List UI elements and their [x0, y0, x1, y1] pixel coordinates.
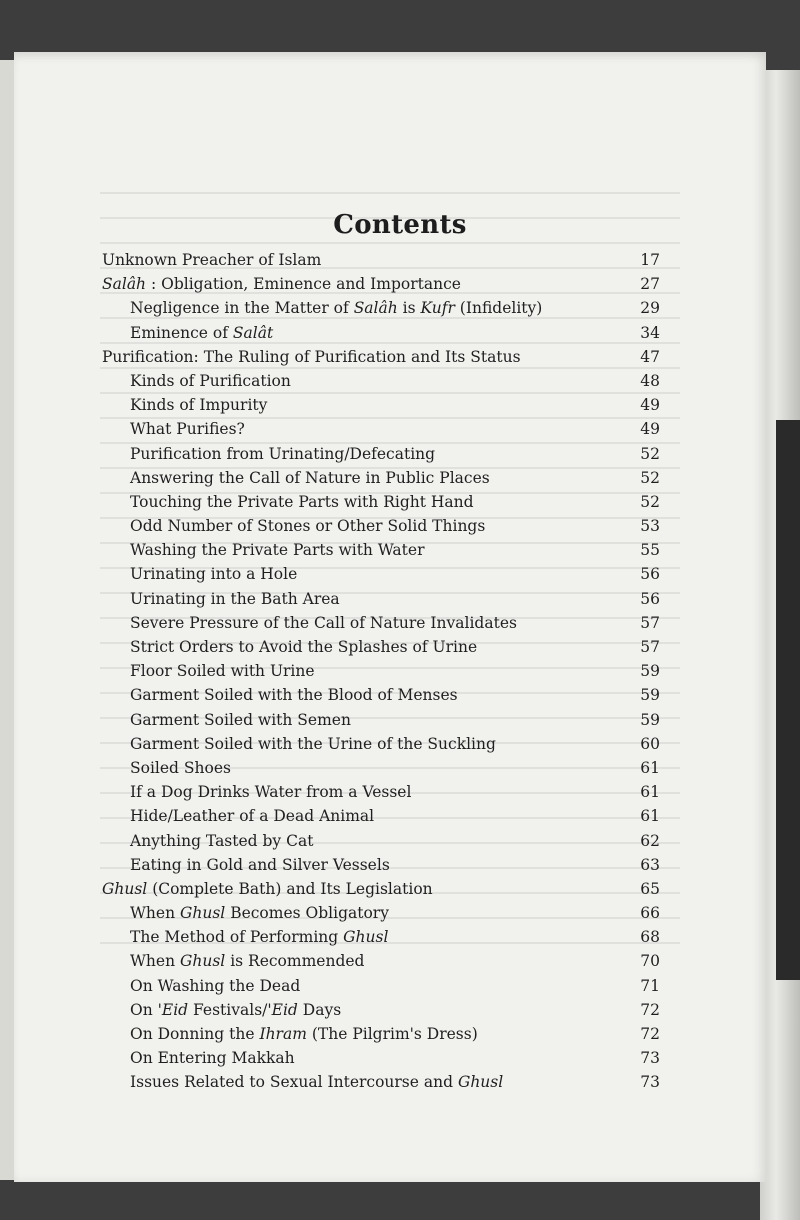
toc-page-number: 48 [640, 371, 660, 390]
toc-entry-title: Garment Soiled with the Blood of Menses [130, 686, 458, 705]
toc-entry-title: On Entering Makkah [130, 1049, 295, 1068]
toc-entry-title: On 'Eid Festivals/'Eid Days [130, 1000, 342, 1019]
toc-page-number: 61 [640, 807, 660, 826]
toc-entry [102, 1046, 660, 1070]
toc-entry [102, 393, 660, 417]
toc-entry [102, 829, 660, 853]
toc-page-number: 52 [640, 444, 660, 463]
toc-page-number: 17 [640, 251, 660, 269]
toc-entry [102, 974, 660, 998]
toc-page-number: 27 [640, 275, 660, 294]
toc-entry-title: When Ghusl is Recommended [130, 952, 365, 971]
toc-entry-title: Garment Soiled with the Urine of the Suckling [130, 734, 496, 753]
toc-entry [102, 611, 660, 635]
toc-entry-title: Odd Number of Stones or Other Solid Things [130, 517, 486, 536]
toc-page-number: 59 [640, 710, 660, 729]
toc-entry-title: On Washing the Dead [130, 976, 301, 995]
toc-page-number: 71 [640, 976, 660, 995]
toc-entry-title: Touching the Private Parts with Right Hand [130, 492, 474, 511]
toc-page-number: 57 [640, 613, 660, 632]
toc-entry-title: Floor Soiled with Urine [130, 662, 315, 681]
toc-entry-title: Soiled Shoes [130, 758, 231, 777]
toc-page-number: 61 [640, 783, 660, 802]
toc-entry [102, 925, 660, 949]
toc-entry [102, 708, 660, 732]
toc-entry [102, 780, 660, 804]
toc-page-number: 63 [640, 855, 660, 874]
toc-entry-title: Kinds of Impurity [130, 396, 268, 415]
toc-page-number: 66 [640, 904, 660, 923]
toc-entry-title: Ghusl (Complete Bath) and Its Legislation [102, 879, 433, 898]
toc-page-number: 56 [640, 589, 660, 608]
toc-entry-title: Eating in Gold and Silver Vessels [130, 855, 390, 874]
toc-entry [102, 804, 660, 828]
toc-entry [102, 442, 660, 466]
toc-page-number: 49 [640, 420, 660, 439]
toc-entry [102, 296, 660, 320]
toc-page-number: 59 [640, 662, 660, 681]
toc-entry [102, 345, 660, 369]
toc-page-number: 73 [640, 1049, 660, 1068]
toc-page-number: 47 [640, 347, 660, 366]
toc-entry-title: Unknown Preacher of Islam [102, 251, 322, 269]
toc-entry [102, 248, 660, 272]
toc-entry-title: Severe Pressure of the Call of Nature Invalidates [130, 613, 517, 632]
table-of-contents [102, 248, 660, 1095]
book-cover-shadow [776, 420, 800, 980]
toc-entry-title: Purification from Urinating/Defecating [130, 444, 436, 463]
toc-page-number: 53 [640, 517, 660, 536]
toc-entry-title: What Purifies? [130, 420, 245, 439]
toc-entry-title: Urinating into a Hole [130, 565, 298, 584]
toc-page-number: 34 [640, 323, 660, 342]
toc-entry [102, 272, 660, 296]
toc-entry [102, 683, 660, 707]
toc-page-number: 56 [640, 565, 660, 584]
toc-entry-title: Purification: The Ruling of Purification and Its Status [102, 347, 521, 366]
toc-entry-title: Strict Orders to Avoid the Splashes of Urine [130, 638, 478, 656]
toc-page-number: 68 [640, 928, 660, 947]
toc-entry [102, 877, 660, 901]
toc-entry [102, 417, 660, 441]
toc-page-number: 60 [640, 734, 660, 753]
toc-entry [102, 1070, 660, 1094]
toc-page-number: 59 [640, 686, 660, 705]
toc-page-number: 29 [640, 299, 660, 318]
toc-entry [102, 732, 660, 756]
toc-entry [102, 369, 660, 393]
toc-page-number: 65 [640, 879, 660, 898]
toc-page-number: 73 [640, 1073, 660, 1092]
toc-entry [102, 1022, 660, 1046]
toc-entry [102, 998, 660, 1022]
toc-page-number: 70 [640, 952, 660, 971]
toc-entry [102, 562, 660, 586]
toc-entry [102, 514, 660, 538]
toc-entry-title: When Ghusl Becomes Obligatory [130, 904, 389, 923]
toc-entry-title: The Method of Performing Ghusl [130, 928, 389, 947]
toc-entry-title: Washing the Private Parts with Water [130, 541, 425, 560]
toc-entry [102, 587, 660, 611]
toc-entry-title: Kinds of Purification [130, 371, 291, 390]
toc-entry [102, 466, 660, 490]
toc-entry [102, 538, 660, 562]
toc-entry [102, 901, 660, 925]
toc-page-number: 52 [640, 492, 660, 511]
page-title: Contents [333, 210, 467, 240]
toc-page-number: 72 [640, 1000, 660, 1019]
toc-entry [102, 853, 660, 877]
toc-entry [102, 659, 660, 683]
toc-entry [102, 490, 660, 514]
toc-entry [102, 635, 660, 659]
toc-entry-title: If a Dog Drinks Water from a Vessel [130, 783, 412, 802]
toc-entry [102, 949, 660, 973]
toc-entry-title: Negligence in the Matter of Salâh is Kufr (Infidelity) [130, 299, 543, 318]
toc-entry-title: Anything Tasted by Cat [130, 831, 314, 850]
toc-entry-title: Eminence of Salât [130, 323, 274, 342]
toc-page-number: 62 [640, 831, 660, 850]
toc-entry-title: Hide/Leather of a Dead Animal [130, 807, 375, 826]
toc-entry-title: Issues Related to Sexual Intercourse and Ghusl [130, 1073, 504, 1092]
toc-page-number: 57 [640, 638, 660, 656]
toc-page-number: 52 [640, 468, 660, 487]
toc-entry-title: Salâh : Obligation, Eminence and Importance [102, 275, 461, 294]
toc-page-number: 49 [640, 396, 660, 415]
toc-page-number: 61 [640, 758, 660, 777]
toc-entry [102, 756, 660, 780]
toc-entry [102, 321, 660, 345]
toc-entry-title: On Donning the Ihram (The Pilgrim's Dress) [130, 1025, 478, 1043]
toc-entry-title: Urinating in the Bath Area [130, 589, 340, 608]
toc-entry-title: Garment Soiled with Semen [130, 710, 351, 729]
toc-entry-title: Answering the Call of Nature in Public Places [130, 468, 490, 487]
toc-page-number: 55 [640, 541, 660, 560]
toc-page-number: 72 [640, 1025, 660, 1043]
